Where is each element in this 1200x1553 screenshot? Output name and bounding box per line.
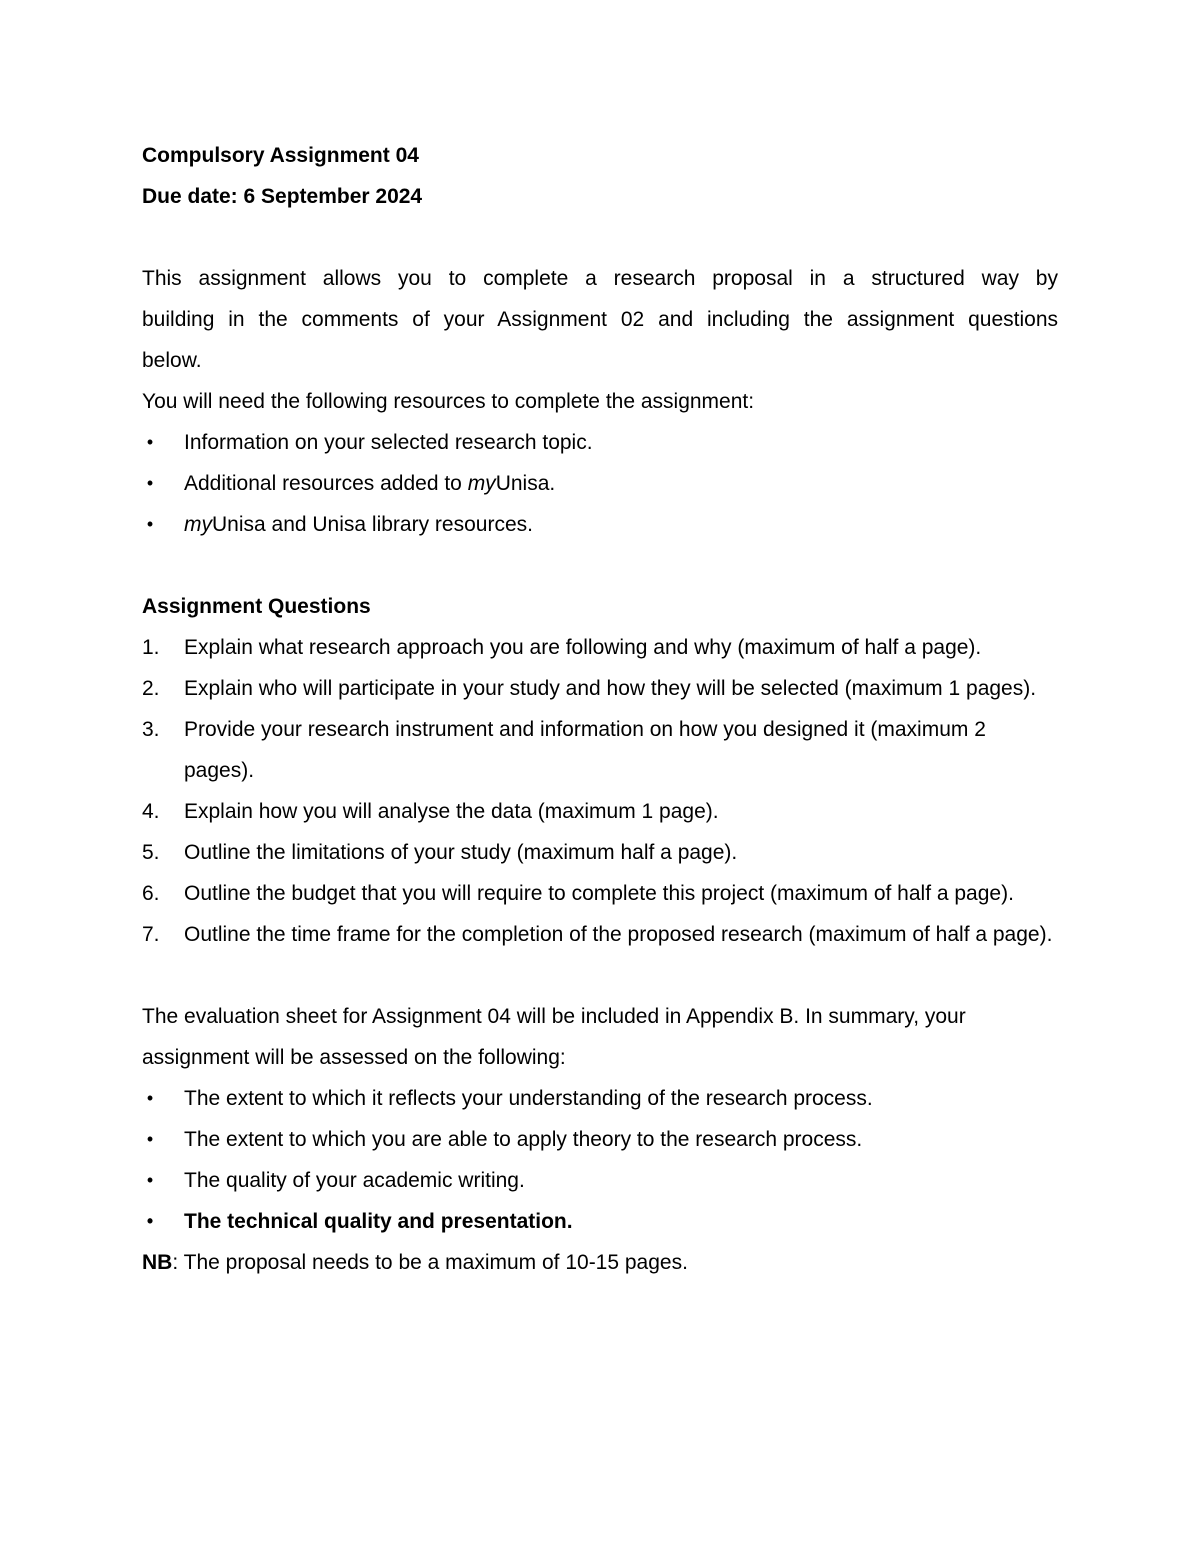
list-item xyxy=(142,1078,1058,1119)
list-item xyxy=(142,1201,1058,1242)
question-text: Provide your research instrument and information on how you designed it (maximum 2 pages). xyxy=(184,718,986,782)
list-item xyxy=(142,1160,1058,1201)
evaluation-line-2: assignment will be assessed on the following: xyxy=(142,1046,566,1069)
evaluation-line-1: The evaluation sheet for Assignment 04 will be included in Appendix B. In summary, your xyxy=(142,1005,966,1028)
resource-item-1: Information on your selected research topic. xyxy=(184,431,593,454)
criteria-list xyxy=(142,1078,1058,1242)
question-item xyxy=(142,791,1058,832)
question-number: 6. xyxy=(142,882,160,905)
resource-item-3-suffix: Unisa and Unisa library resources. xyxy=(212,513,533,536)
resources-lead: You will need the following resources to complete the assignment: xyxy=(142,390,755,413)
resources-list xyxy=(142,422,1058,545)
resource-item-3-italic: my xyxy=(184,513,212,536)
question-text: Outline the limitations of your study (maximum half a page). xyxy=(184,841,738,864)
question-text: Explain who will participate in your study and how they will be selected (maximum 1 pages). xyxy=(184,677,1037,700)
criterion-text: The extent to which it reflects your understanding of the research process. xyxy=(184,1087,873,1110)
bullet-icon: • xyxy=(146,473,154,493)
question-text: Outline the time frame for the completion of the proposed research (maximum of half a page). xyxy=(184,923,1053,946)
question-item xyxy=(142,914,1058,955)
bullet-icon: • xyxy=(146,1170,154,1190)
nb-label: NB xyxy=(142,1251,173,1274)
criterion-text: The quality of your academic writing. xyxy=(184,1169,525,1192)
spacer xyxy=(142,545,1058,586)
question-item xyxy=(142,873,1058,914)
resource-item-2-suffix: Unisa. xyxy=(495,472,556,495)
questions-heading: Assignment Questions xyxy=(142,595,371,618)
intro-line-1: This assignment allows you to complete a research proposal in a structured way by xyxy=(142,267,1058,290)
question-number: 1. xyxy=(142,636,160,659)
spacer xyxy=(142,217,1058,258)
question-number: 4. xyxy=(142,800,160,823)
bullet-icon: • xyxy=(146,1088,154,1108)
questions-list xyxy=(142,627,1058,955)
resource-item-2-italic: my xyxy=(467,472,496,495)
question-text: Explain how you will analyse the data (maximum 1 page). xyxy=(184,800,719,823)
bullet-icon: • xyxy=(146,1129,154,1149)
spacer xyxy=(142,955,1058,996)
question-item xyxy=(142,709,1058,791)
intro-line-3: below. xyxy=(142,349,202,372)
bullet-icon: • xyxy=(146,432,154,452)
nb-note xyxy=(142,1242,1058,1283)
question-item xyxy=(142,627,1058,668)
document-page xyxy=(142,135,1058,1283)
question-number: 5. xyxy=(142,841,160,864)
question-number: 3. xyxy=(142,718,160,741)
criterion-text: The technical quality and presentation. xyxy=(184,1210,573,1233)
bullet-icon: • xyxy=(146,514,154,534)
question-text: Explain what research approach you are following and why (maximum of half a page). xyxy=(184,636,982,659)
question-item xyxy=(142,668,1058,709)
question-item xyxy=(142,832,1058,873)
list-item xyxy=(142,504,1058,545)
question-text: Outline the budget that you will require to complete this project (maximum of half a page). xyxy=(184,882,1014,905)
criterion-text: The extent to which you are able to apply theory to the research process. xyxy=(184,1128,863,1151)
list-item xyxy=(142,463,1058,504)
question-number: 2. xyxy=(142,677,160,700)
list-item xyxy=(142,1119,1058,1160)
nb-text: : The proposal needs to be a maximum of 10-15 pages. xyxy=(172,1251,688,1274)
assignment-title: Compulsory Assignment 04 xyxy=(142,144,419,167)
due-date: Due date: 6 September 2024 xyxy=(142,185,423,208)
question-number: 7. xyxy=(142,923,160,946)
list-item xyxy=(142,422,1058,463)
resource-item-2-prefix: Additional resources added to xyxy=(184,472,468,495)
bullet-icon: • xyxy=(146,1211,154,1231)
intro-line-2: building in the comments of your Assignment 02 and including the assignment questions xyxy=(142,308,1058,331)
